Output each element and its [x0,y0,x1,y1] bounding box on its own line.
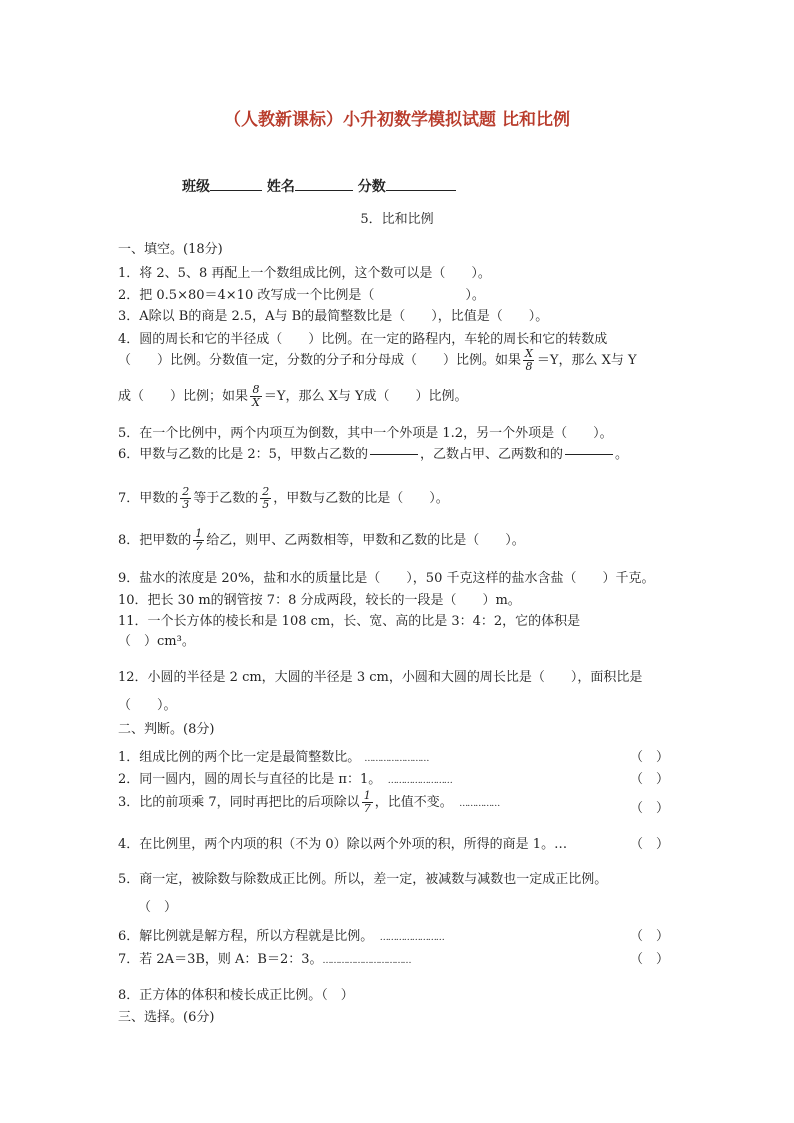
blank-fraction-1[interactable] [370,443,418,466]
question-3: 3．A除以 B的商是 2.5，A与 B的最简整数比是（ ），比值是（ ）。 [118,309,549,324]
judge-6: 6．解比例就是解方程，所以方程就是比例。 …………………… [118,929,444,944]
judge-7-answer[interactable]: （ ） [630,952,670,967]
score-label: 分数 [357,179,386,195]
section-subtitle: 5．比和比例 [360,212,434,227]
judge-2: 2．同一圆内，圆的周长与直径的比是 π：1。 …………………… [118,772,452,787]
student-info [182,176,456,196]
section3-heading: 三、选择。(6分) [118,1010,215,1025]
question-1: 1．将 2、5、8 再配上一个数组成比例，这个数可以是（ ）。 [118,266,491,281]
judge-3: 3．比的前项乘 7，同时再把比的后项除以 $\frac{1}{7}$ ，比值不变。 …………… [118,789,500,815]
blank-fraction-2[interactable] [565,443,613,466]
question-11-line1: 11．一个长方体的棱长和是 108 cm，长、宽、高的比是 3：4：2，它的体积是 [118,614,581,629]
page-title: （人教新课标）小升初数学模拟试题 比和比例 [224,110,570,130]
judge-6-answer[interactable]: （ ） [630,929,670,944]
question-4-line3: 成（ ）比例；如果 $\frac{8}{X}$ ＝Y，那么 X与 Y成（ ）比例。 [118,383,468,409]
section2-heading: 二、判断。(8分) [118,722,215,737]
judge-8: 8．正方体的体积和棱长成正比例。（ ） [118,988,354,1003]
judge-4-answer[interactable]: （ ） [630,837,670,852]
class-blank[interactable] [210,176,262,191]
question-7: 7．甲数的 $\frac{2}{3}$ 等于乙数的 $\frac{2}{5}$ ，甲数与乙数的比是（ ）。 [118,485,449,511]
question-12-line1: 12．小圆的半径是 2 cm，大圆的半径是 3 cm，小圆和大圆的周长比是（ ），面积比是 [118,670,643,685]
name-label: 姓名 [266,179,295,195]
judge-5-answer[interactable]: （ ） [138,900,178,915]
question-5: 5．在一个比例中，两个内项互为倒数，其中一个外项是 1.2，另一个外项是（ ）。 [118,426,613,441]
fraction-2-over-3: $\frac{2}{3}$ [182,485,190,511]
fraction-2-over-5: $\frac{2}{5}$ [262,485,270,511]
section1-heading: 一、填空。(18分) [118,242,223,257]
name-blank[interactable] [295,176,353,191]
judge-7: 7．若 2A＝3B，则 A：B＝2：3。…………………………… [118,952,411,967]
fraction-x-over-8: $\frac{X}{8}$ [525,347,533,373]
question-8: 8．把甲数的 $\frac{1}{7}$ 给乙，则甲、乙两数相等，甲数和乙数的比是（ ）。 [118,527,525,553]
judge-5: 5．商一定，被除数与除数成正比例。所以，差一定，被减数与减数也一定成正比例。 [118,872,608,887]
question-6: 6．甲数与乙数的比是 2：5，甲数占乙数的 ，乙数占甲、乙两数和的 。 [118,443,628,466]
question-4-line2: （ ）比例。分数值一定，分数的分子和分母成（ ）比例。如果 $\frac{X}{8}$ ＝Y，那么 X与 Y [118,347,637,373]
fraction-1-over-7: $\frac{1}{7}$ [195,527,203,553]
question-12-line2: （ ）。 [118,698,177,713]
fraction-1-over-7-judge: $\frac{1}{7}$ [363,789,371,815]
class-label: 班级 [182,179,210,195]
judge-2-answer[interactable]: （ ） [630,772,670,787]
judge-1-answer[interactable]: （ ） [630,750,670,765]
judge-4: 4．在比例里，两个内项的积（不为 0）除以两个外项的积，所得的商是 1。… [118,837,568,852]
question-10: 10．把长 30 m的钢管按 7：8 分成两段，较长的一段是（ ）m。 [118,593,521,608]
question-9: 9．盐水的浓度是 20%，盐和水的质量比是（ ），50 千克这样的盐水含盐（ ）千克。 [118,571,655,586]
judge-1: 1．组成比例的两个比一定是最简整数比。 …………………… [118,750,429,765]
question-4-line1: 4．圆的周长和它的半径成（ ）比例。在一定的路程内，车轮的周长和它的转数成 [118,332,608,347]
judge-3-answer[interactable]: （ ） [630,801,670,816]
question-2: 2．把 0.5×80＝4×10 改写成一个比例是（ ）。 [118,288,485,303]
fraction-8-over-x: $\frac{8}{X}$ [252,383,260,409]
question-11-line2: （ ）cm³。 [118,634,195,649]
score-blank[interactable] [386,176,456,191]
